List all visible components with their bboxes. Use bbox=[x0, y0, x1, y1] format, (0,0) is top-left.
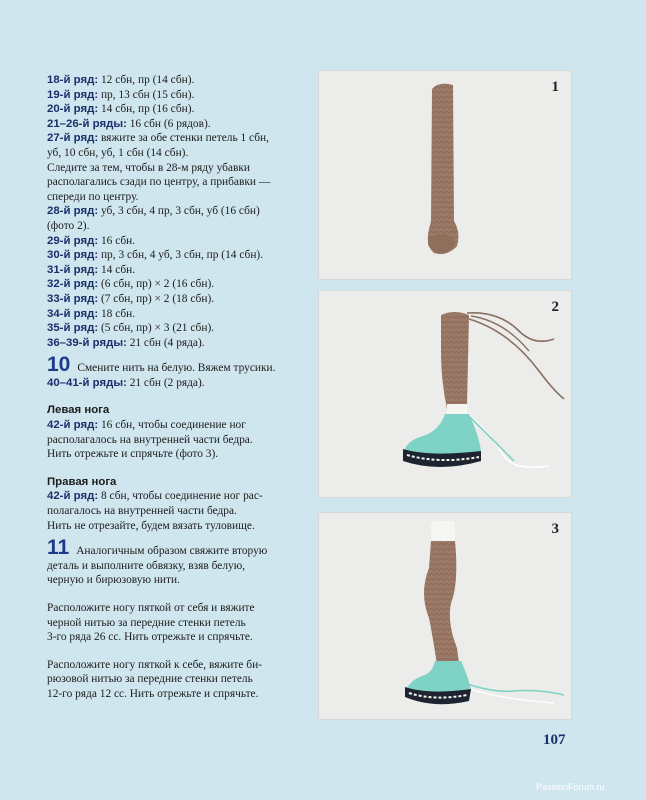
row-line bbox=[47, 292, 309, 307]
row-line bbox=[47, 433, 309, 448]
step-11-line: черную и бирюзовую нити. bbox=[47, 574, 180, 587]
row-text: 16 сбн (6 рядов). bbox=[126, 117, 211, 130]
row-line bbox=[47, 190, 309, 205]
row-text: (6 сбн, пр) × 2 (16 сбн). bbox=[98, 278, 215, 291]
rows-list-a bbox=[47, 73, 309, 350]
row-line bbox=[47, 88, 309, 103]
row-line bbox=[47, 131, 309, 146]
row-text: Нить отрежьте и спрячьте (фото 3). bbox=[47, 448, 219, 461]
row-text: 21 сбн (4 ряда). bbox=[126, 336, 205, 349]
row-line bbox=[47, 489, 309, 504]
row-text: 18 сбн. bbox=[98, 307, 136, 320]
row-line bbox=[47, 161, 309, 176]
row-text: (7 сбн, пр) × 2 (18 сбн). bbox=[98, 292, 215, 305]
row-label: 20-й ряд: bbox=[47, 103, 99, 116]
row-line bbox=[47, 204, 309, 219]
row-label: 35-й ряд: bbox=[47, 322, 99, 335]
paragraph-line: 3-го ряда 26 сс. Нить отрежьте и спрячьте. bbox=[47, 631, 253, 644]
crochet-leg-part-image bbox=[319, 71, 571, 279]
step-number: 10 bbox=[47, 353, 71, 377]
watermark: PassionForum.ru bbox=[536, 782, 605, 792]
row-line bbox=[47, 447, 309, 462]
row-line bbox=[47, 248, 309, 263]
row-text: вяжите за обе стенки петель 1 сбн, bbox=[98, 132, 269, 145]
row-text: 12 сбн, пр (14 сбн). bbox=[98, 74, 195, 86]
photo-2 bbox=[318, 290, 572, 498]
row-text: пр, 3 сбн, 4 уб, 3 сбн, пр (14 сбн). bbox=[98, 249, 264, 262]
row-label: 42-й ряд: bbox=[47, 490, 99, 503]
right-leg-heading: Правая нога bbox=[47, 475, 117, 488]
paragraph-line: черной нитью за передние стенки петель bbox=[47, 616, 246, 629]
instructions-column bbox=[47, 73, 309, 702]
row-line bbox=[47, 219, 309, 234]
row-label: 19-й ряд: bbox=[47, 88, 99, 101]
step-text: Аналогичным образом свяжите вторую bbox=[76, 545, 268, 558]
row-line bbox=[47, 418, 309, 433]
row-label: 36–39-й ряды: bbox=[47, 336, 127, 349]
row-line bbox=[47, 146, 309, 161]
photo-number: 3 bbox=[551, 521, 559, 537]
row-label: 33-й ряд: bbox=[47, 292, 99, 305]
step-11 bbox=[47, 536, 309, 560]
row-text: располагались сзади по центру, а прибавки — bbox=[47, 176, 271, 189]
paragraph-line: Расположите ногу пяткой от себя и вяжите bbox=[47, 602, 255, 614]
left-leg-lines bbox=[47, 418, 309, 462]
row-text: (фото 2). bbox=[47, 219, 90, 232]
row-label: 28-й ряд: bbox=[47, 205, 99, 218]
row-text: 16 сбн, чтобы соединение ног bbox=[98, 419, 246, 432]
row-text: 14 сбн. bbox=[98, 263, 136, 276]
row-text: полагалось на внутренней части бедра. bbox=[47, 505, 237, 518]
row-line bbox=[47, 73, 309, 88]
finished-leg-image bbox=[319, 513, 571, 719]
step-11-line: деталь и выполните обвязку, взяв белую, bbox=[47, 559, 246, 572]
paragraph-line: рюзовой нитью за передние стенки петель bbox=[47, 673, 253, 686]
row-line: 40–41-й ряды: 21 сбн (2 ряда). bbox=[47, 376, 205, 389]
crochet-leg-with-shoe-image bbox=[319, 291, 571, 497]
row-label: 34-й ряд: bbox=[47, 307, 99, 320]
row-text: уб, 10 сбн, уб, 1 сбн (14 сбн). bbox=[47, 146, 189, 159]
row-text: спереди по центру. bbox=[47, 190, 139, 203]
row-text: Нить не отрезайте, будем вязать туловище. bbox=[47, 519, 255, 532]
row-text: 14 сбн, пр (16 сбн). bbox=[98, 103, 195, 116]
right-leg-lines bbox=[47, 489, 309, 533]
row-text: 8 сбн, чтобы соединение ног рас- bbox=[98, 490, 263, 503]
row-line bbox=[47, 175, 309, 190]
row-label: 31-й ряд: bbox=[47, 263, 99, 276]
row-line bbox=[47, 307, 309, 322]
photo-number: 1 bbox=[551, 79, 559, 95]
photo-number: 2 bbox=[551, 299, 559, 315]
row-text: Следите за тем, чтобы в 28-м ряду убавки bbox=[47, 161, 250, 174]
step-text: Смените нить на белую. Вяжем трусики. bbox=[77, 362, 276, 375]
page-number: 107 bbox=[543, 732, 566, 748]
photo-1 bbox=[318, 70, 572, 280]
row-line bbox=[47, 117, 309, 132]
row-line bbox=[47, 336, 309, 351]
photo-3 bbox=[318, 512, 572, 720]
step-number: 11 bbox=[47, 536, 70, 560]
row-label: 32-й ряд: bbox=[47, 278, 99, 291]
left-leg-heading: Левая нога bbox=[47, 404, 110, 417]
row-label: 29-й ряд: bbox=[47, 234, 99, 247]
row-text: 16 сбн. bbox=[98, 234, 136, 247]
row-line bbox=[47, 504, 309, 519]
row-line bbox=[47, 321, 309, 336]
row-line bbox=[47, 234, 309, 249]
row-label: 18-й ряд: bbox=[47, 74, 99, 86]
row-label: 30-й ряд: bbox=[47, 249, 99, 262]
paragraph-line: Расположите ногу пяткой к себе, вяжите би- bbox=[47, 658, 262, 671]
row-line bbox=[47, 102, 309, 117]
paragraph-line: 12-го ряда 12 сс. Нить отрежьте и спрячьте. bbox=[47, 687, 259, 700]
row-text: пр, 13 сбн (15 сбн). bbox=[98, 88, 195, 101]
row-line bbox=[47, 263, 309, 278]
row-text: располагалось на внутренней части бедра. bbox=[47, 433, 253, 446]
row-label: 27-й ряд: bbox=[47, 132, 99, 145]
row-text: уб, 3 сбн, 4 пр, 3 сбн, уб (16 сбн) bbox=[98, 205, 260, 218]
row-label: 21–26-й ряды: bbox=[47, 117, 127, 130]
row-line bbox=[47, 519, 309, 534]
step-10 bbox=[47, 353, 309, 377]
row-line bbox=[47, 277, 309, 292]
row-label: 42-й ряд: bbox=[47, 419, 99, 432]
row-text: (5 сбн, пр) × 3 (21 сбн). bbox=[98, 322, 215, 335]
